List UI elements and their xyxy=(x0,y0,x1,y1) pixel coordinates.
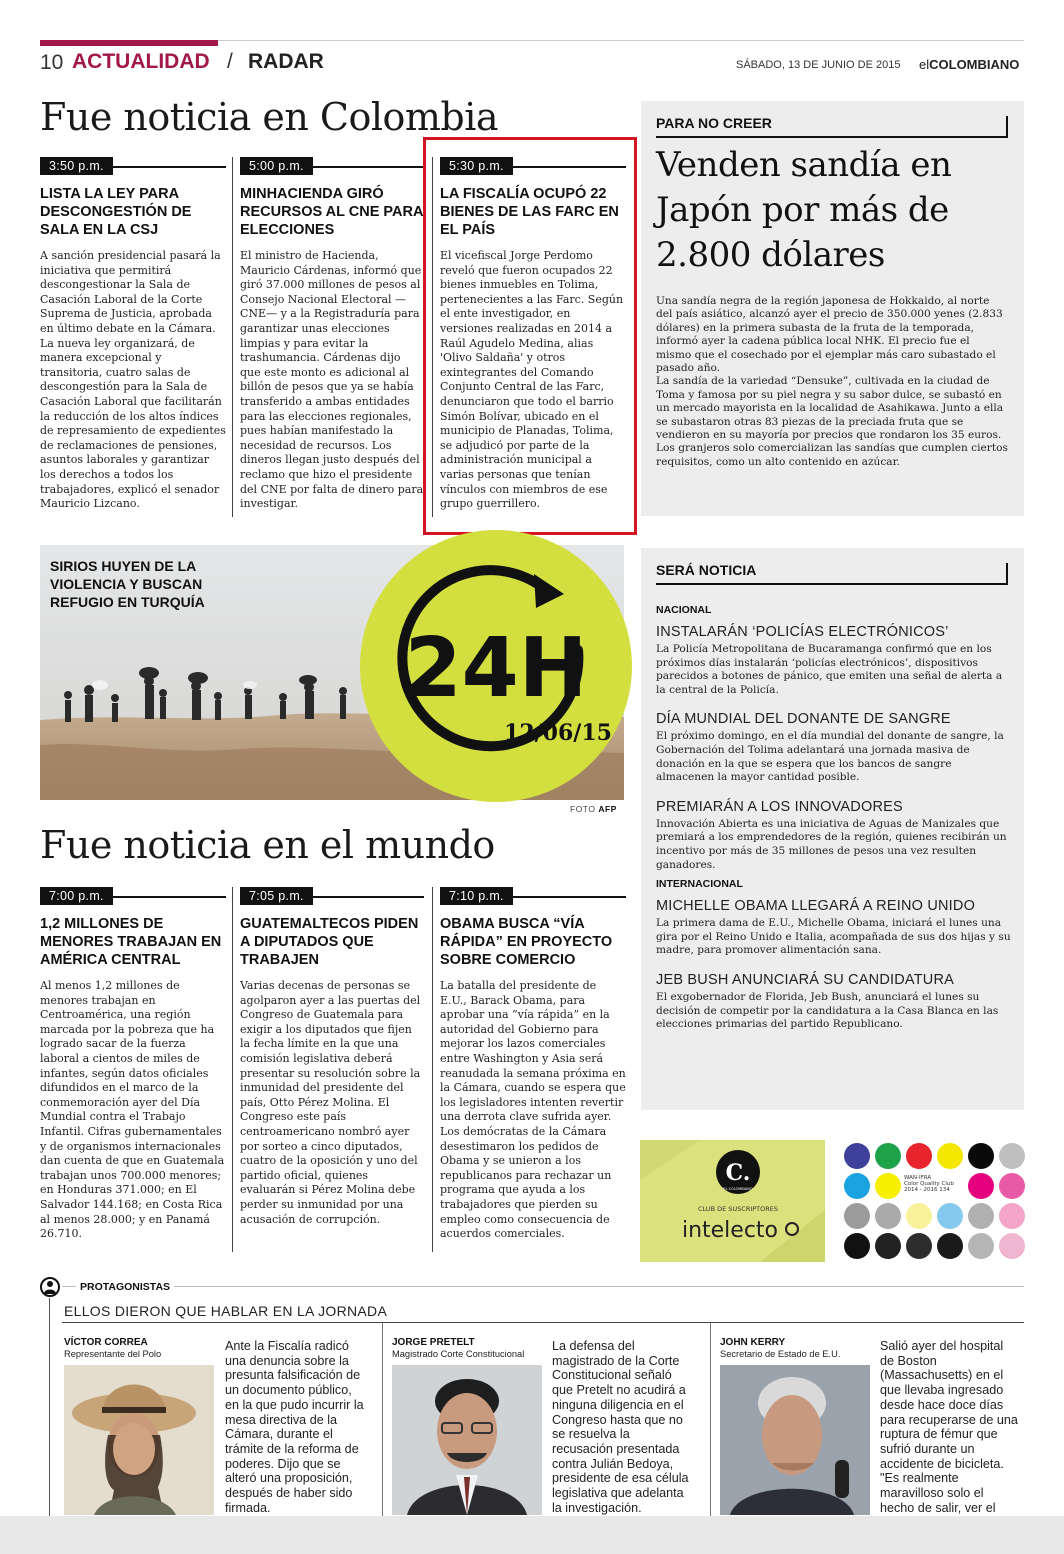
protagonistas-side-rule xyxy=(49,1298,50,1538)
newspaper-brand xyxy=(919,57,1019,72)
story-headline: GUATEMALTECOS PIDEN A DIPUTADOS QUE TRABAJEN xyxy=(240,916,419,968)
story-headline: 1,2 MILLONES DE MENORES TRABAJAN EN AMÉRICA CENTRAL xyxy=(40,916,222,968)
protagonist-text: Salió ayer del hospital de Boston (Massachusetts) en el que llevaba ingresado desde hace doce días para recuperarse de una ruptura de fémur que sufrió durante un accidente de bicicleta. "Es realmente maravilloso solo el hecho de salir, ver el xyxy=(880,1339,1018,1515)
story-headline: LA FISCALÍA OCUPÓ 22 BIENES DE LAS FARC EN EL PAÍS xyxy=(440,186,619,238)
para-no-creer-paragraph: Una sandía negra de la región japonesa de Hokkaido, al norte del país asiático, alcanzó ayer el precio de 350.000 yenes (2.833 dólares) en la primera subasta de la fruta de la temporada, informó ayer la cadena pública local NHK. El precio fue el mismo que el cosechado por el ejemplar más caro subastado el pasado año. xyxy=(656,295,1003,375)
mundo-story-2 xyxy=(240,887,424,1227)
story-body: La batalla del presidente de E.U., Barack Obama, para aprobar una “vía rápida” en la autoridad del Gobierno para mejorar los lazos comerciales entre Washington y Asia será reanudada la semana próxima en la Cámara, cuando se espera que los legisladores intenten revertir una derrota clave sufrida ayer. Los demócratas de la Cámara desestimaron los pedidos de Obama y se unieron a los republicanos para rechazar un programa que ayuda a los trabajadores que pierden su empleo como consecuencia de acuerdos comerciales. xyxy=(440,979,626,1241)
label-tick xyxy=(1006,116,1008,138)
story-time: 7:05 p.m. xyxy=(240,887,313,905)
sera-noticia-title: JEB BUSH ANUNCIARÁ SU CANDIDATURA xyxy=(656,971,954,988)
story-headline: OBAMA BUSCA “VÍA RÁPIDA” EN PROYECTO SOBRE COMERCIO xyxy=(440,916,613,968)
colombia-story-1 xyxy=(40,157,226,512)
protagonist-role: Magistrado Corte Constitucional xyxy=(392,1349,525,1359)
label-rule xyxy=(656,583,1008,585)
protagonist-photo xyxy=(720,1365,870,1515)
subsection-name: RADAR xyxy=(248,50,324,73)
label-rule xyxy=(656,136,1008,138)
page-number: 10 xyxy=(40,51,64,74)
colombia-story-2 xyxy=(240,157,424,512)
24h-badge-text: 24H xyxy=(404,621,588,716)
protagonist-role: Secretario de Estado de E.U. xyxy=(720,1349,841,1359)
brand-name: COLOMBIANO xyxy=(929,57,1020,72)
protagonist-correa xyxy=(64,1323,374,1523)
story-time: 7:10 p.m. xyxy=(440,887,513,905)
story-headline: LISTA LA LEY PARA DESCONGESTIÓN DE SALA EN LA CSJ xyxy=(40,186,192,238)
story-body: El vicefiscal Jorge Perdomo reveló que fueron ocupados 22 bienes inmuebles en Tolima, pertenecientes a las Farc. Según el ente investigador, en versiones realizadas en 2014 a Raúl Agudelo Medina, alias 'Olivo Saldaña' y otros exintegrantes del Comando Conjunto Central de las Farc, denunciaron que todo el barrio Simón Bolívar, ubicado en el municipio de Planadas, Tolima, se adjudicó por parte de la administración municipal a varias personas que tenían vínculos con miembros de ese grupo guerrillero. xyxy=(440,249,624,511)
protagonist-name: JOHN KERRY xyxy=(720,1337,786,1348)
story-time: 3:50 p.m. xyxy=(40,157,113,175)
colombia-section-title: Fue noticia en Colombia xyxy=(40,95,499,139)
para-no-creer-paragraph: La sandía de la variedad “Densuke”, cultivada en la ciudad de Toma y famosa por su piel negra y su sabor dulce, se subastó en un mercado mayorista en la localidad de Asahikawa. Junto a ella se subastaron otras 83 piezas de la preciada fruta que se vendieron en su mayoría por precios que rondaron los 35 euros. Los granjeros solo comercializan las sandías que cumplen ciertos requisitos, como un alto contenido en azúcar. xyxy=(656,375,1008,468)
column-divider xyxy=(232,887,233,1252)
photo-credit xyxy=(570,804,617,814)
mundo-section-title: Fue noticia en el mundo xyxy=(40,823,495,867)
para-no-creer-body xyxy=(656,295,1008,469)
sera-noticia-items xyxy=(656,598,1011,1046)
24h-badge-date: 12/06/15 xyxy=(504,720,612,746)
protagonist-divider xyxy=(710,1323,711,1523)
section-separator: / xyxy=(227,50,233,73)
page-bottom-shade xyxy=(0,1516,1064,1554)
protagonist-name: JORGE PRETELT xyxy=(392,1337,475,1348)
photo-credit-prefix: FOTO xyxy=(570,804,596,814)
story-body: El ministro de Hacienda, Mauricio Cárdenas, informó que giró 37.000 millones de pesos al Consejo Nacional Electoral —CNE— y a la Registraduría para garantizar unas elecciones limpias y para evitar la trashumancia. Cárdenas dijo que este monto es adicional al billón de pesos que ya se había transferido a ambas entidades para las elecciones regionales, pues habían manifestado la necesidad de recursos. Los dineros llegan justo después del reclamo que hizo el presidente del CNE por falta de dinero para investigar. xyxy=(240,249,424,511)
story-time: 5:30 p.m. xyxy=(440,157,513,175)
para-no-creer-box xyxy=(641,101,1024,516)
person-icon xyxy=(40,1277,60,1297)
club-name: intelecto xyxy=(681,1218,779,1243)
para-no-creer-label: PARA NO CREER xyxy=(656,115,772,131)
protagonist-photo xyxy=(64,1365,214,1515)
sera-noticia-title: PREMIARÁN A LOS INNOVADORES xyxy=(656,798,903,815)
column-divider xyxy=(432,887,433,1252)
club-ad-graphic xyxy=(640,1140,825,1262)
club-logo-letter: C. xyxy=(725,1160,751,1186)
protagonistas-top-rule xyxy=(62,1286,1024,1287)
protagonist-text: Ante la Fiscalía radicó una denuncia sobre la presunta falsificación de un documento público, en la que pudo incurrir la mesa directiva de la Cámara, durante el trámite de la reforma de poderes. Dijo que se alteró una proposición, después de haber sido firmada. xyxy=(225,1339,364,1515)
protagonistas-label: PROTAGONISTAS xyxy=(76,1281,174,1293)
category-nacional: NACIONAL xyxy=(656,604,712,616)
story-time: 5:00 p.m. xyxy=(240,157,313,175)
protagonist-name: VÍCTOR CORREA xyxy=(64,1337,148,1348)
sera-noticia-text: Innovación Abierta es una iniciativa de Aguas de Manizales que premiará a los emprendedores de la región, quienes recibirán un incentivo por más de 35 millones de pesos una vez resulten ganadores. xyxy=(656,817,1007,871)
para-no-creer-headline: Venden sandía en Japón por más de 2.800 dólares xyxy=(656,145,952,275)
sera-noticia-title: MICHELLE OBAMA LLEGARÁ A REINO UNIDO xyxy=(656,898,976,915)
sera-noticia-title: INSTALARÁN ‘POLICÍAS ELECTRÓNICOS’ xyxy=(656,624,949,640)
protagonist-kerry xyxy=(720,1323,1024,1523)
sera-noticia-box xyxy=(641,548,1024,1110)
section-name: ACTUALIDAD xyxy=(72,50,210,73)
section-accent-bar xyxy=(40,40,218,46)
sera-noticia-label: SERÁ NOTICIA xyxy=(656,562,757,578)
sera-noticia-text: El próximo domingo, en el día mundial del donante de sangre, la Gobernación del Tolima adelantará una jornada masiva de donación en la que se espera que los bancos de sangre almacenen la mayor cantidad posible. xyxy=(656,730,1004,784)
24h-badge xyxy=(358,528,634,804)
story-headline: MINHACIENDA GIRÓ RECURSOS AL CNE PARA ELECCIONES xyxy=(240,186,423,238)
sera-noticia-text: La primera dama de E.U., Michelle Obama, iniciará el lunes una gira por el Reino Unido e Italia, acompañada de sus dos hijas y su madre, para promover alimentación sana. xyxy=(656,917,1011,957)
brand-prefix: el xyxy=(919,57,930,72)
story-body: A sanción presidencial pasará la iniciativa que permitirá descongestionar la Sala de Casación Laboral de la Corte Suprema de Justicia, aprobada en último debate en la Cámara. La nueva ley organizará, de manera excepcional y transitoria, cuatro salas de descongestión para la Sala de Casación Laboral que facilitarán la reducción de los altos índices de represamiento de expedientes de reclamaciones de pensiones, asuntos laborales y garantizar los derechos a todos los trabajadores, explicó el senador Mauricio Lizcano. xyxy=(40,249,226,511)
sera-noticia-text: La Policía Metropolitana de Bucaramanga confirmó que en los próximos días instalarán ‘policías electrónicos’, dispositivos parecidos a botones de pánico, que emiten una señal de alerta a la central de la Policía. xyxy=(656,643,1003,696)
label-tick xyxy=(1006,563,1008,585)
sera-noticia-text: El exgobernador de Florida, Jeb Bush, anunciará el lunes su decisión de competir por la candidatura a la Casa Blanca en las elecciones primarias del partido Republicano. xyxy=(656,990,999,1031)
photo-credit-source: AFP xyxy=(598,804,617,814)
color-calibration-bar xyxy=(840,1140,1026,1262)
protagonist-text: La defensa del magistrado de la Corte Constitucional señaló que Pretelt no acudirá a ninguna diligencia en el Congreso hasta que no se resuelva la recusación presentada contra Julián Bedoya, presidente de esa célula legislativa que adelanta la investigación. xyxy=(552,1339,689,1515)
colorbar-label-1: WAN-IFRA xyxy=(904,1175,932,1181)
mundo-story-1 xyxy=(40,887,226,1242)
colorbar-label-3: 2014 - 2016 134 xyxy=(904,1187,950,1193)
story-body: Varias decenas de personas se agolparon ayer a las puertas del Congreso de Guatemala para exigir a los diputados que fijen la fecha límite en la que una comisión legislativa deberá presentar su resolución sobre la inmunidad del presidente del país, Otto Pérez Molina. El Congreso este país centroamericano nombró ayer por sorteo a cinco diputados, cuatro de la oposición y uno del partido oficial, quienes evaluarán si Pérez Molina debe perder su inmunidad por una acusación de corrupción. xyxy=(240,979,421,1226)
mundo-story-3 xyxy=(440,887,626,1242)
issue-date: SÁBADO, 13 DE JUNIO DE 2015 xyxy=(736,59,901,71)
club-logo-small: EL COLOMBIANO xyxy=(723,1187,753,1191)
sera-noticia-title: DÍA MUNDIAL DEL DONANTE DE SANGRE xyxy=(656,711,951,728)
club-line: CLUB DE SUSCRIPTORES xyxy=(697,1205,779,1213)
photo-caption: SIRIOS HUYEN DE LA VIOLENCIA Y BUSCAN REFUGIO EN TURQUÍA xyxy=(50,558,205,610)
column-divider xyxy=(232,157,233,517)
protagonistas-subtitle: ELLOS DIERON QUE HABLAR EN LA JORNADA xyxy=(64,1303,388,1319)
protagonist-photo xyxy=(392,1365,542,1515)
colorbar-label-2: Color Quality Club xyxy=(904,1181,954,1187)
protagonist-pretelt xyxy=(392,1323,702,1523)
subscribers-club-ad[interactable] xyxy=(640,1140,825,1262)
story-body: Al menos 1,2 millones de menores trabajan en Centroamérica, una región marcada por la pobreza que ha logrado sacar de la fuerza laboral a cientos de miles de infantes, según datos oficiales difundidos en el marco de la conmemoración ayer del Día Mundial contra el Trabajo Infantil. Cifras gubernamentales y de organismos internacionales dan cuenta de que en Guatemala trabajan unos 700.000 menores; en Honduras 371.000; en El Salvador 144.168; en Costa Rica al menos 28.000; y en Panamá 26.710. xyxy=(40,979,225,1241)
story-time: 7:00 p.m. xyxy=(40,887,113,905)
highlight-frame xyxy=(423,137,637,535)
category-internacional: INTERNACIONAL xyxy=(656,878,743,891)
protagonist-role: Representante del Polo xyxy=(64,1349,162,1359)
protagonist-divider xyxy=(382,1323,383,1523)
